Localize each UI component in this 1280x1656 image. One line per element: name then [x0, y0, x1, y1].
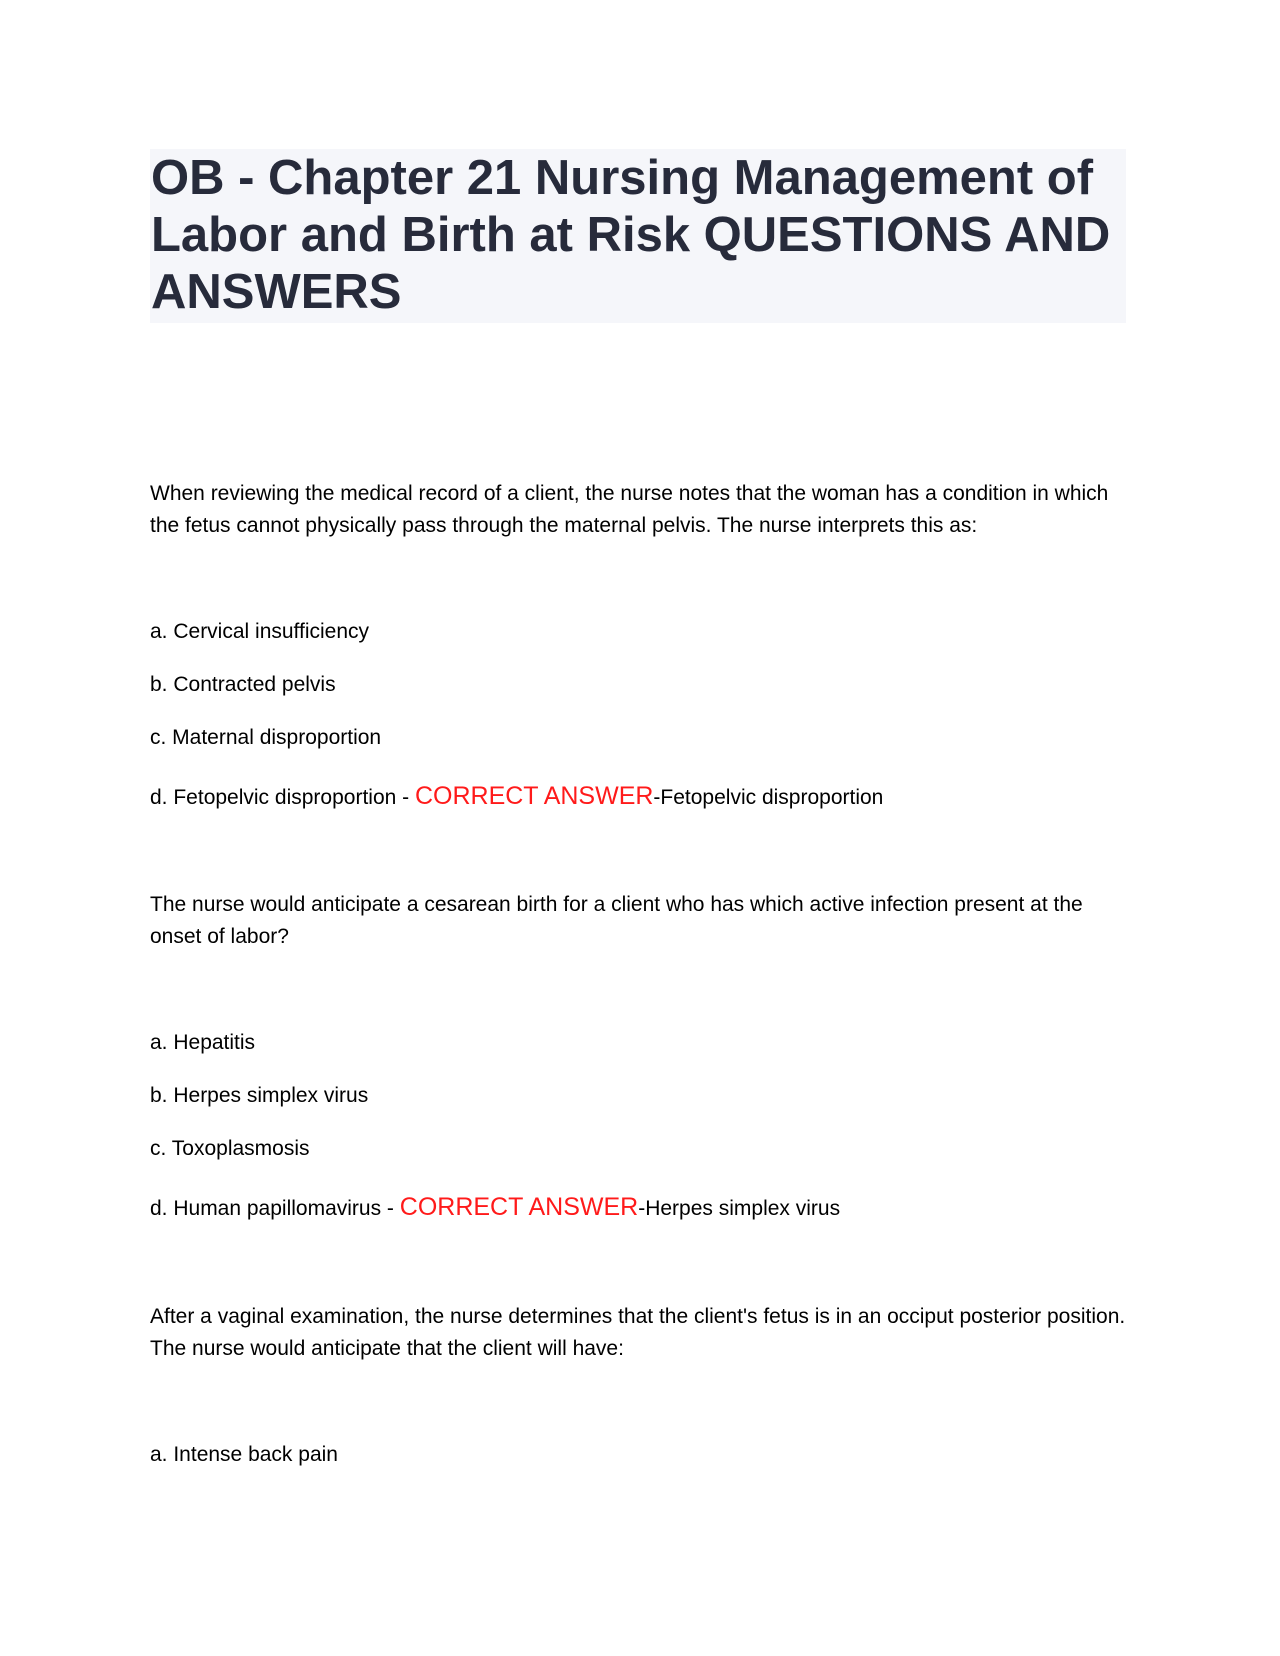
question-1-option-c: c. Maternal disproportion [150, 726, 382, 749]
question-3-text: After a vaginal examination, the nurse determines that the client's fetus is in an occiput posterior position. The nurse would anticipate that the client will have: [150, 1305, 1126, 1360]
question-1-option-d [150, 780, 883, 814]
question-1-text: When reviewing the medical record of a client, the nurse notes that the woman has a condition in which the fetus cannot physically pass through the maternal pelvis. The nurse interprets this as: [150, 482, 1109, 537]
correct-answer-marker: CORRECT ANSWER [399, 1193, 639, 1221]
correct-answer-marker: CORRECT ANSWER [414, 782, 654, 810]
question-2-text: The nurse would anticipate a cesarean birth for a client who has which active infection present at the onset of labor? [150, 893, 1083, 948]
question-3-option-a: a. Intense back pain [150, 1443, 338, 1466]
question-1-option-b: b. Contracted pelvis [150, 673, 336, 696]
option-d-label: d. Human papillomavirus - [150, 1197, 400, 1220]
question-2-option-a: a. Hepatitis [150, 1031, 256, 1054]
question-2-option-b: b. Herpes simplex virus [150, 1084, 369, 1107]
correct-answer-text: -Herpes simplex virus [638, 1197, 841, 1220]
question-1-option-a: a. Cervical insufficiency [150, 620, 370, 643]
correct-answer-text: -Fetopelvic disproportion [653, 786, 884, 809]
option-d-label: d. Fetopelvic disproportion - [150, 786, 415, 809]
question-2-option-d [150, 1191, 840, 1225]
question-2-option-c: c. Toxoplasmosis [150, 1137, 310, 1160]
page-title: OB - Chapter 21 Nursing Management of Labor and Birth at Risk QUESTIONS AND ANSWERS [151, 151, 1111, 319]
